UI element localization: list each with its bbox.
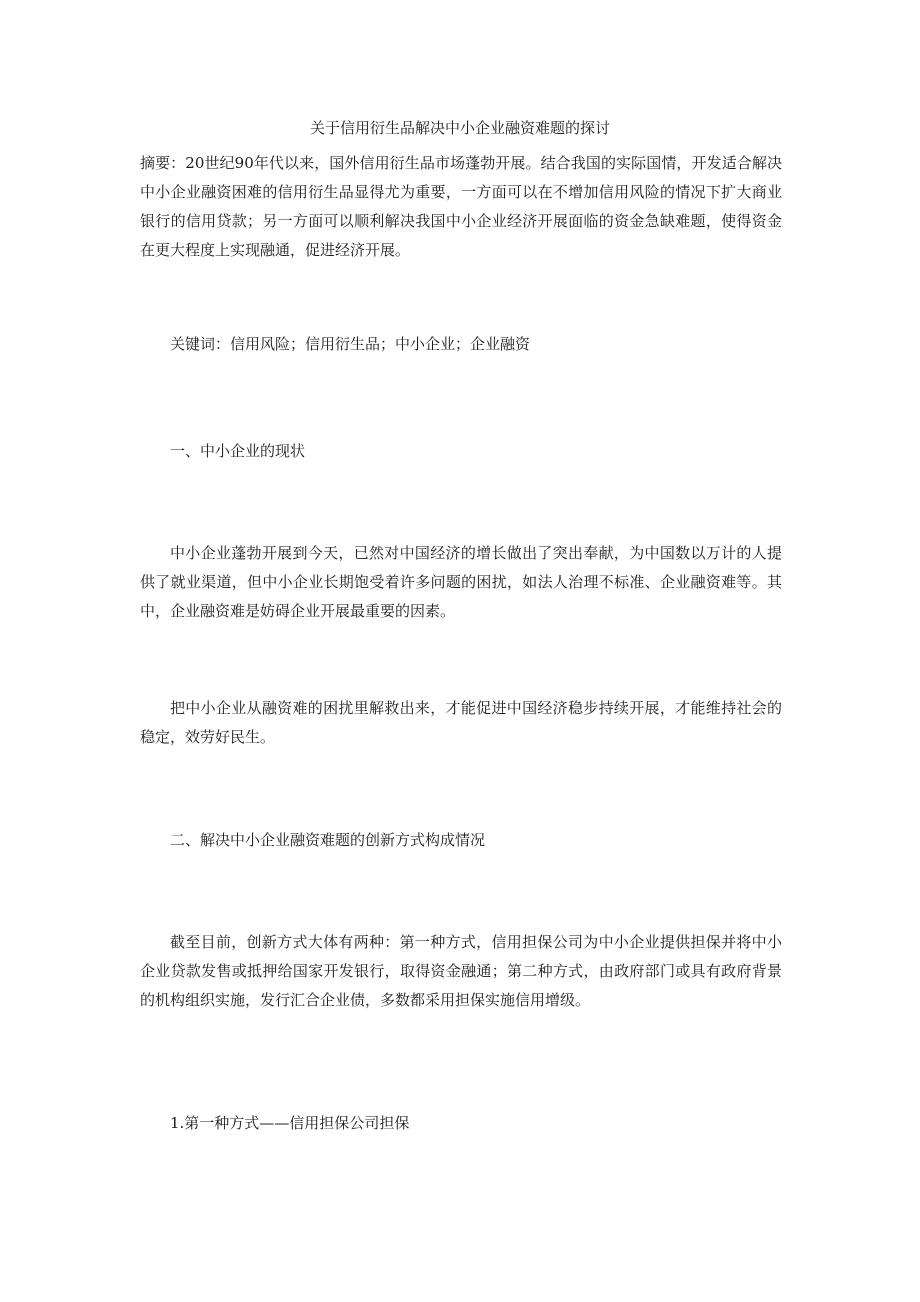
subsection-heading-1: 1.第一种方式——信用担保公司担保: [170, 1114, 410, 1132]
section-heading-1: 一、中小企业的现状: [170, 442, 306, 460]
section-heading-2: 二、解决中小企业融资难题的创新方式构成情况: [170, 831, 486, 849]
section1-paragraph-1: 中小企业蓬勃开展到今天，已然对中国经济的增长做出了突出奉献，为中国数以万计的人提供了就业渠道，但中小企业长期饱受着许多问题的困扰，如法人治理不标准、企业融资难等。其中，企业融资难是妨碍企业开展最重要的因素。: [140, 544, 782, 620]
document-title: 关于信用衍生品解决中小企业融资难题的探讨: [309, 119, 610, 137]
keywords-line: 关键词：信用风险；信用衍生品；中小企业；企业融资: [170, 335, 531, 353]
abstract-paragraph: 摘要：20世纪90年代以来，国外信用衍生品市场蓬勃开展。结合我国的实际国情，开发适合解决中小企业融资困难的信用衍生品显得尤为重要，一方面可以在不增加信用风险的情况下扩大商业银行的信用贷款；另一方面可以顺利解决我国中小企业经济开展面临的资金急缺难题，使得资金在更大程度上实现融通，促进经济开展。: [140, 154, 782, 259]
section2-paragraph-1: 截至目前，创新方式大体有两种：第一种方式，信用担保公司为中小企业提供担保并将中小企业贷款发售或抵押给国家开发银行，取得资金融通；第二种方式，由政府部门或具有政府背景的机构组织实施，发行汇合企业债，多数都采用担保实施信用增级。: [140, 933, 782, 1009]
section1-paragraph-2: 把中小企业从融资难的困扰里解救出来，才能促进中国经济稳步持续开展，才能维持社会的稳定，效劳好民生。: [140, 699, 782, 746]
